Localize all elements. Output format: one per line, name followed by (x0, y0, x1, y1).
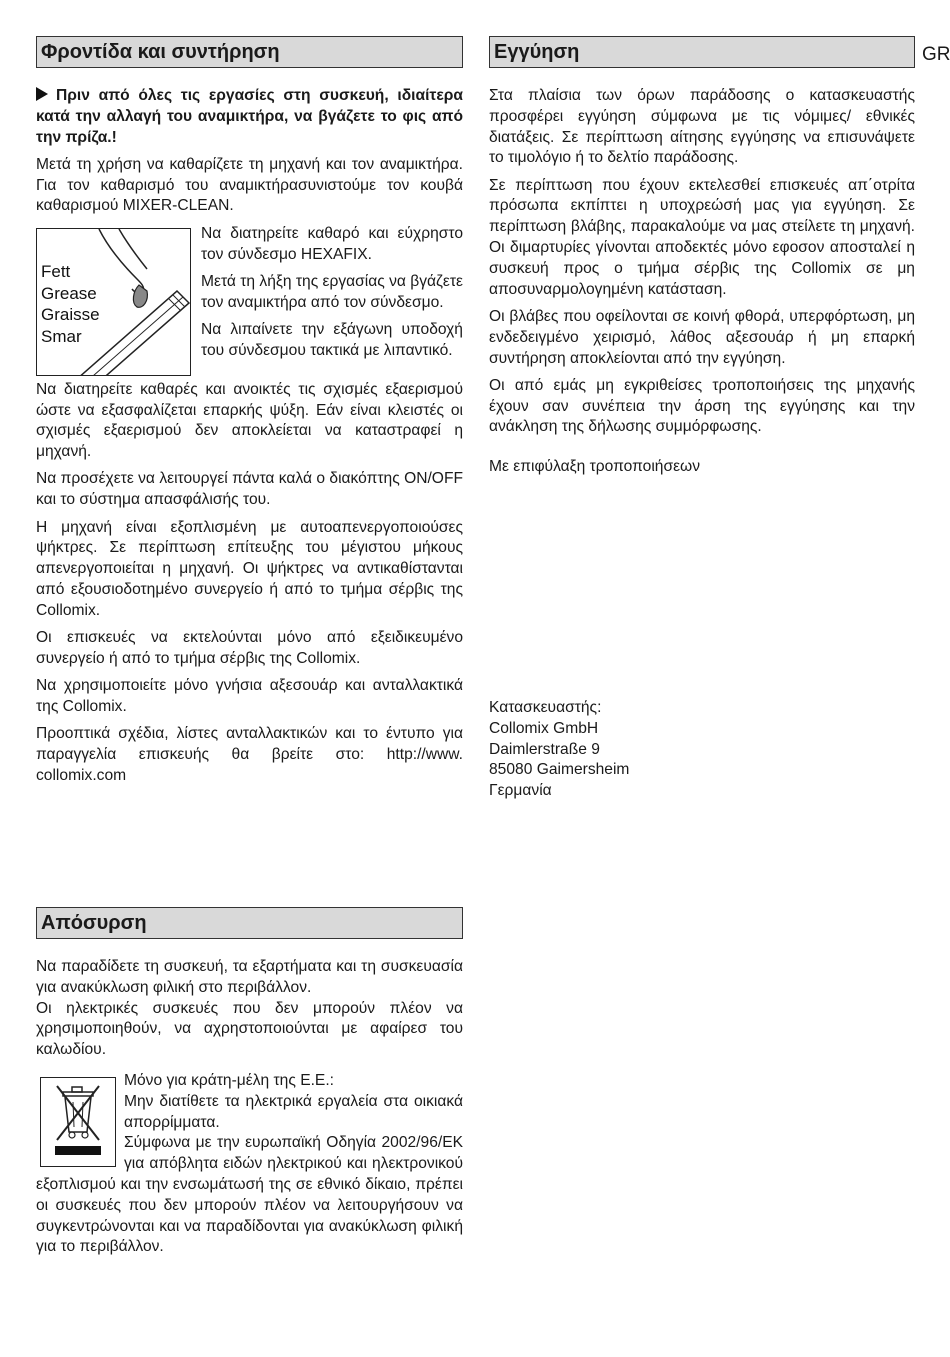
crossed-bin-icon (41, 1078, 114, 1165)
disposal-eu-text-2: Σύμφωνα με την ευρωπαϊκή Οδηγία 2002/96/ΕΚ για απόβλητα ειδών ηλεκτρικού και ηλεκτρονικού εξοπλισμού και την ενσωμάτωσή της σε εθνικό δίκαιο, πρέπει οι συσκευές που δεν μπορούν πλέον να λειτουργήσουν να συγκεντρώνονται και να παραδίδονται για ανακύκλωση φιλική για το περιβάλλον. (36, 1134, 463, 1256)
disposal-eu-only: Μόνο για κράτη-μέλη της Ε.Ε.: (124, 1071, 334, 1089)
grease-word-fr: Graisse (41, 305, 100, 325)
care-paragraph-4: Να λιπαίνετε την εξάγωνη υποδοχή του σύνδεσμου τακτικά με λιπαντικό. (201, 320, 463, 359)
grease-illustration (36, 228, 191, 376)
warranty-section (489, 36, 915, 484)
warranty-paragraph-3: Οι βλάβες που οφείλονται σε κοινή φθορά, υπερφόρτωση, μη ενδεδειγμένο χειρισμό, λάθος αξεσουάρ ή μη επαρκή συντήρηση αποκλείονται από την εγγύηση. (489, 307, 915, 367)
manufacturer-company: Collomix GmbH (489, 719, 599, 737)
care-paragraph-2: Να διατηρείτε καθαρό και εύχρηστο τον σύνδεσμο HEXAFIX. (201, 224, 463, 263)
grease-word-en: Grease (41, 283, 97, 303)
care-paragraph-8: Οι επισκευές να εκτελούνται μόνο από εξειδικευμένο συνεργείο ή από το τμήμα σέρβις της Collomix. (36, 629, 463, 667)
disposal-paragraph-1: Να παραδίδετε τη συσκευή, τα εξαρτήματα και τη συσκευασία για ανακύκλωση φιλική στο περιβάλλον. (36, 958, 463, 996)
care-section (36, 36, 463, 793)
care-warning-text: Πριν από όλες τις εργασίες στη συσκευή, ιδιαίτερα κατά την αλλαγή του αναμικτήρα, να βγάζετε το φις από την πρίζα.! (36, 87, 463, 146)
weee-bin-symbol (40, 1077, 116, 1167)
manufacturer-city: 85080 Gaimersheim (489, 761, 630, 779)
grease-word-de: Fett (41, 261, 71, 281)
triangle-bullet-icon (36, 87, 48, 101)
care-paragraph-3: Μετά τη λήξη της εργασίας να βγάζετε τον αναμικτήρα από τον σύνδεσμο. (201, 272, 463, 311)
care-paragraph-6: Να προσέχετε να λειτουργεί πάντα καλά ο διακόπτης ON/OFF και το σύστημα απασφάλισής του. (36, 470, 463, 509)
warranty-paragraph-2: Σε περίπτωση που έχουν εκτελεσθεί επισκευές απ΄οτρίτα πρόσωπα εκπίπτει η υποχρεώσή μας για εγγύηση. Σε περίπτωση βλάβης, παρακαλούμε να μας στείλετε τη μηχανή. Οι διμαρτυρίες γίνονται αποδεκτές μόνο εφοσον αποσταλεί η συσκευή προς ο τμήμα σέρβις της Collomix σε μη αποσυναρμολογημένη κατάσταση. (489, 176, 915, 298)
warranty-heading: Εγγύηση (489, 36, 915, 68)
manufacturer-country: Γερμανία (489, 782, 552, 800)
care-heading: Φροντίδα και συντήρηση (36, 36, 463, 68)
manufacturer-street: Daimlerstraße 9 (489, 740, 600, 758)
warranty-reservation: Με επιφύλαξη τροποποιήσεων (489, 457, 701, 475)
warranty-paragraph-4: Οι από εμάς μη εγκριθείσες τροποποιήσεις της μηχανής έχουν σαν συνέπεια την άρση της εγγύησης και την ανάκληση της δήλωσης συμμόρφωσης. (489, 376, 915, 436)
warranty-paragraph-1: Στα πλαίσια των όρων παράδοσης ο κατασκευαστής προσφέρει εγγύηση σύμφωνα με τις νόμιμες/ εθνικές διατάξεις. Σε περίπτωση αίτησης εγγύησης να επισυνάψετε το τιμολόγιο ή το δελτίο παράδοσης. (489, 87, 915, 167)
disposal-section (36, 907, 463, 1265)
manufacturer-address (489, 698, 915, 802)
care-warning (36, 86, 463, 148)
grease-words (41, 261, 100, 348)
care-paragraph-7: Η μηχανή είναι εξοπλισμένη με αυτοαπενεργοποιούσες ψήκτρες. Σε περίπτωση επίτευξης του μέγιστου μήκους απενεργοποιείται η μηχανή. Οι ψήκτρες να αντικαθίστανται από εξουσιοδοτημένο συνεργείο ή από το τμήμα σέρβις της Collomix. (36, 518, 463, 619)
disposal-paragraph-2: Οι ηλεκτρικές συσκευές που δεν μπορούν πλέον να χρησιμοποιηθούν, να αχρηστοποιούνται με αφαίρεσ του καλωδίου. (36, 999, 463, 1059)
disposal-heading: Απόσυρση (36, 907, 463, 939)
language-tag: GR (922, 44, 950, 65)
care-paragraph-1: Μετά τη χρήση να καθαρίζετε τη μηχανή και τον αναμικτήρα. Για τον καθαρισμό του αναμικτήρασυνιστούμε τον κουβά καθαρισμού MIXER-CLEAN. (36, 155, 463, 215)
grease-word-pl: Smar (41, 327, 82, 347)
manufacturer-label: Κατασκευαστής: (489, 699, 602, 716)
disposal-eu-text-1: Μην διατίθετε τα ηλεκτρικά εργαλεία στα οικιακά απορρίμματα. (124, 1092, 463, 1131)
care-paragraph-5: Να διατηρείτε καθαρές και ανοικτές τις σχισμές εξαερισμού ώστε να εξασφαλίζεται επαρκής ψύξη. Εάν είναι κλειστές οι σχισμές εξαερισμού δεν αποκλείεται να καταστραφεί η μηχανή. (36, 380, 463, 461)
care-paragraph-9: Να χρησιμοποιείτε μόνο γνήσια αξεσουάρ και ανταλλακτικά της Collomix. (36, 677, 463, 715)
care-paragraph-10: Προοπτικά σχέδια, λίστες ανταλλακτικών και το έντυπο για παραγγελία επισκευής θα βρείτε στο: http://www. collomix.com (36, 725, 463, 784)
